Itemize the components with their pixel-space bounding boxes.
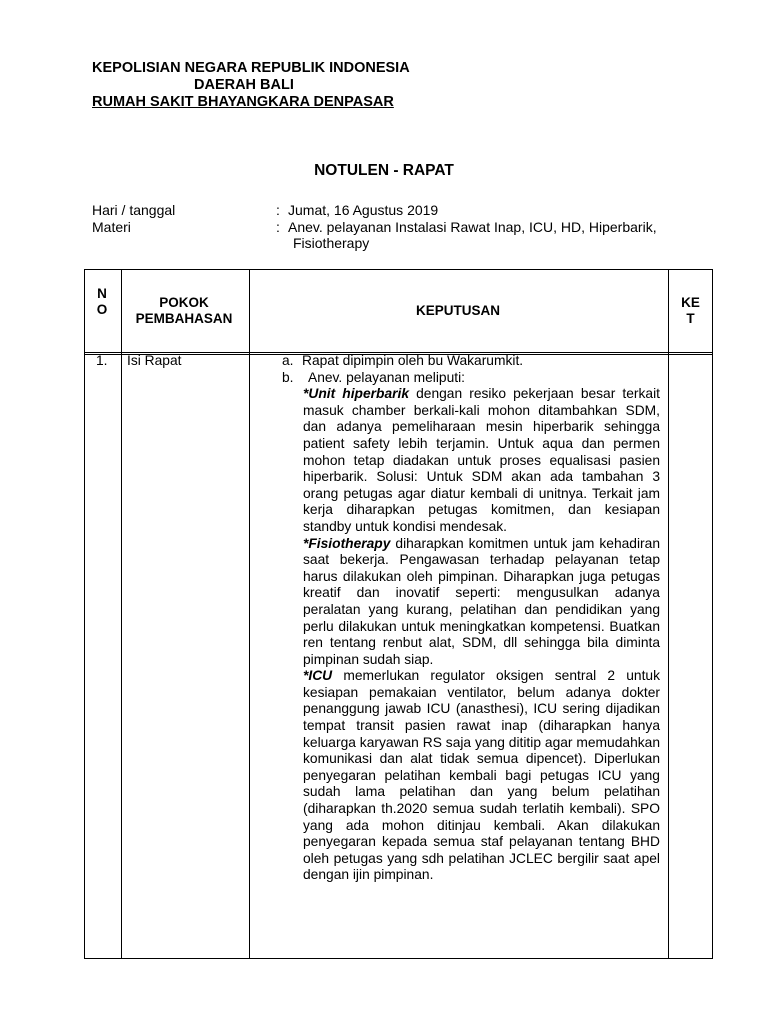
list-item-a-text: Rapat dipimpin oleh bu Wakarumkit.	[302, 353, 524, 368]
column-divider-no	[121, 270, 122, 958]
topic-label: Materi	[92, 218, 131, 235]
header-ket-line-2: T	[686, 311, 695, 326]
hiperbarik-text: dengan resiko pekerjaan besar terkait masuk chamber berkali-kali mohon ditambahkan SDM, dan adanya pemeliharaan mesin hiperbarik sehingga patient safety lebih terjamin. Untuk aqua dan permen mohon tetap diadakan untuk proses equalisasi pasien hiperbarik. Solusi: Untuk SDM akan ada tambahan 3 orang petugas agar diatur kembali di unitnya. Terkait jam kerja diharapkan petugas komitmen, dan kesiapan standby untuk kondisi mendesak.	[303, 386, 660, 534]
icu-label: *ICU	[303, 668, 333, 684]
row-topic: Isi Rapat	[127, 353, 182, 368]
decision-list	[282, 353, 660, 884]
column-divider-keputusan	[668, 270, 669, 958]
date-colon: :	[276, 202, 280, 218]
icu-text: memerlukan regulator oksigen sentral 2 untuk kesiapan pemakaian ventilator, belum adanya dokter penanggung jawab ICU (anasthesi), ICU sering dijadikan tempat transit pasien rawat inap (diharapkan hanya keluarga karyawan RS saja yang dititip agar memudahkan komunikasi dan alat tidak semua dipencet). Diperlukan penyegaran pelatihan kembali bagi petugas ICU yang sudah lama pelatihan dan yang belum pelatihan (diharapkan th.2020 semua sudah terlatih kembali). SPO yang ada mohon ditinjau kembali. Akan dilakukan penyegaran kepada semua staf pelayanan tentang BHD oleh petugas yang sdh pelatihan JCLEC bergilir saat apel dengan ijin pimpinan.	[303, 668, 660, 883]
header-no	[84, 286, 120, 318]
header-pokok-pembahasan	[120, 295, 248, 327]
header-keputusan: KEPUTUSAN	[415, 303, 500, 318]
date-label: Hari / tanggal	[92, 202, 176, 218]
icu-paragraph	[282, 668, 660, 884]
column-divider-pokok	[249, 270, 250, 958]
header-no-line-2: O	[96, 302, 108, 317]
list-item-a	[282, 353, 660, 370]
list-marker-b: b.	[282, 369, 294, 385]
fisiotherapy-label: *Fisiotherapy	[303, 535, 391, 551]
row-number: 1.	[96, 353, 108, 368]
header-pokok-line-1: POKOK	[159, 295, 209, 310]
letterhead-line-2: DAERAH BALI	[194, 77, 294, 93]
letterhead-line-1: KEPOLISIAN NEGARA REPUBLIK INDONESIA	[92, 60, 410, 76]
header-pokok-line-2: PEMBAHASAN	[135, 311, 233, 326]
document-title: NOTULEN - RAPAT	[314, 162, 454, 179]
letterhead-line-3: RUMAH SAKIT BHAYANGKARA DENPASAR	[92, 94, 394, 110]
topic-value: Anev. pelayanan Instalasi Rawat Inap, ICU, HD, Hiperbarik,	[288, 218, 657, 235]
header-ket-line-1: KE	[681, 295, 700, 310]
hiperbarik-paragraph	[282, 386, 660, 535]
topic-value-continued: Fisiotherapy	[293, 235, 370, 251]
header-ket	[668, 295, 713, 327]
header-no-line-1: N	[97, 286, 107, 301]
topic-colon: :	[276, 218, 280, 235]
letterhead	[92, 60, 410, 111]
date-value: Jumat, 16 Agustus 2019	[288, 202, 439, 218]
list-marker-a: a.	[282, 353, 294, 368]
fisiotherapy-text: diharapkan komitmen untuk jam kehadiran saat bekerja. Pengawasan terhadap pelayanan tetap harus dilakukan oleh pimpinan. Diharapkan juga petugas kreatif dan inovatif seperti: mengusulkan adanya peralatan yang kurang, pelatihan dan pendidikan yang perlu dilakukan untuk meningkatkan kompetensi. Buatkan ren tentang renbut alat, SDM, dll sehingga bila diminta pimpinan sudah siap.	[303, 535, 660, 667]
list-item-b-text: Anev. pelayanan meliputi:	[308, 369, 465, 385]
list-item-b	[282, 370, 660, 387]
fisiotherapy-paragraph	[282, 536, 660, 669]
hiperbarik-label: *Unit hiperbarik	[303, 386, 409, 402]
